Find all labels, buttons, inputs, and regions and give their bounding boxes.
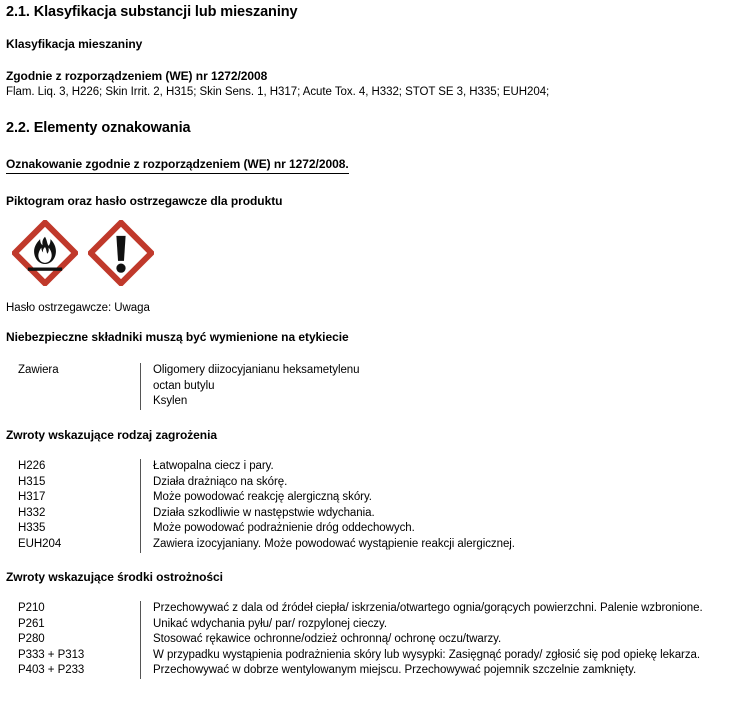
precaution-code: P333 + P313 bbox=[18, 648, 85, 661]
hazard-code: H332 bbox=[18, 506, 46, 519]
precaution-text: Unikać wdychania pyłu/ par/ rozpylonej cieczy. bbox=[140, 617, 750, 633]
table-row bbox=[0, 506, 750, 522]
hazard-text: Może powodować podrażnienie dróg oddechowych. bbox=[140, 521, 750, 537]
section-2-2-heading: 2.2. Elementy oznakowania bbox=[6, 120, 191, 136]
list-item: Oligomery diizocyjanianu heksametylenu bbox=[153, 364, 360, 376]
hazard-text: Działa drażniąco na skórę. bbox=[140, 475, 750, 491]
regulation-reference-label: Zgodnie z rozporządzeniem (WE) nr 1272/2008 bbox=[6, 69, 268, 83]
list-item: Ksylen bbox=[153, 395, 188, 408]
hazard-statements-heading: Zwroty wskazujące rodzaj zagrożenia bbox=[6, 428, 217, 442]
contains-table bbox=[0, 363, 750, 410]
contains-label: Zawiera bbox=[18, 364, 59, 376]
pictogram-signalword-heading: Piktogram oraz hasło ostrzegawcze dla produktu bbox=[6, 194, 283, 208]
hazard-statements-table bbox=[0, 459, 750, 553]
table-row bbox=[0, 459, 750, 475]
precaution-code: P403 + P233 bbox=[18, 664, 85, 677]
hazard-code: EUH204 bbox=[18, 537, 62, 550]
signal-word-line: Hasło ostrzegawcze: Uwaga bbox=[6, 302, 150, 314]
hazard-code: H317 bbox=[18, 491, 46, 504]
table-row bbox=[0, 521, 750, 537]
precaution-code: P261 bbox=[18, 617, 45, 630]
ghs-pictogram-row bbox=[12, 220, 154, 286]
contains-values bbox=[140, 363, 750, 410]
precaution-text: W przypadku wystąpienia podrażnienia skóry lub wysypki: Zasięgnąć porady/ zgłosić się pod opiekę lekarza. bbox=[140, 648, 750, 664]
table-row bbox=[0, 475, 750, 491]
hazard-code: H335 bbox=[18, 522, 46, 535]
section-2-1-heading: 2.1. Klasyfikacja substancji lub mieszaniny bbox=[6, 4, 298, 20]
hazard-text: Łatwopalna ciecz i pary. bbox=[140, 459, 750, 475]
table-row bbox=[0, 663, 750, 679]
table-row bbox=[0, 601, 750, 617]
labelling-regulation-heading: Oznakowanie zgodnie z rozporządzeniem (WE) nr 1272/2008. bbox=[6, 157, 349, 174]
precautionary-statements-heading: Zwroty wskazujące środki ostrożności bbox=[6, 570, 223, 584]
hazard-text: Działa szkodliwie w następstwie wdychania. bbox=[140, 506, 750, 522]
classification-of-mixture-subheading: Klasyfikacja mieszaniny bbox=[6, 37, 143, 51]
precautionary-statements-table bbox=[0, 601, 750, 679]
precaution-text: Przechowywać z dala od źródeł ciepła/ iskrzenia/otwartego ognia/gorących powierzchni. Palenie wzbronione. bbox=[140, 601, 750, 617]
hazard-code: H315 bbox=[18, 475, 46, 488]
precaution-text: Przechowywać w dobrze wentylowanym miejscu. Przechowywać pojemnik szczelnie zamknięty. bbox=[140, 663, 750, 679]
table-row bbox=[0, 363, 750, 410]
classification-codes-text: Flam. Liq. 3, H226; Skin Irrit. 2, H315; Skin Sens. 1, H317; Acute Tox. 4, H332; STOT SE 3, H335; EUH204; bbox=[6, 86, 550, 98]
hazard-code: H226 bbox=[18, 460, 46, 472]
table-row bbox=[0, 617, 750, 633]
table-row bbox=[0, 632, 750, 648]
table-row bbox=[0, 537, 750, 553]
list-item: octan butylu bbox=[153, 379, 215, 392]
hazardous-ingredients-heading: Niebezpieczne składniki muszą być wymienione na etykiecie bbox=[6, 330, 349, 344]
precaution-code: P210 bbox=[18, 602, 45, 614]
table-row bbox=[0, 490, 750, 506]
hazard-text: Może powodować reakcję alergiczną skóry. bbox=[140, 490, 750, 506]
precaution-code: P280 bbox=[18, 633, 45, 646]
precaution-text: Stosować rękawice ochronne/odzież ochronną/ ochronę oczu/twarzy. bbox=[140, 632, 750, 648]
exclamation-mark-pictogram bbox=[88, 220, 154, 286]
hazard-text: Zawiera izocyjaniany. Może powodować wystąpienie reakcji alergicznej. bbox=[140, 537, 750, 553]
flame-pictogram bbox=[12, 220, 78, 286]
table-row bbox=[0, 648, 750, 664]
